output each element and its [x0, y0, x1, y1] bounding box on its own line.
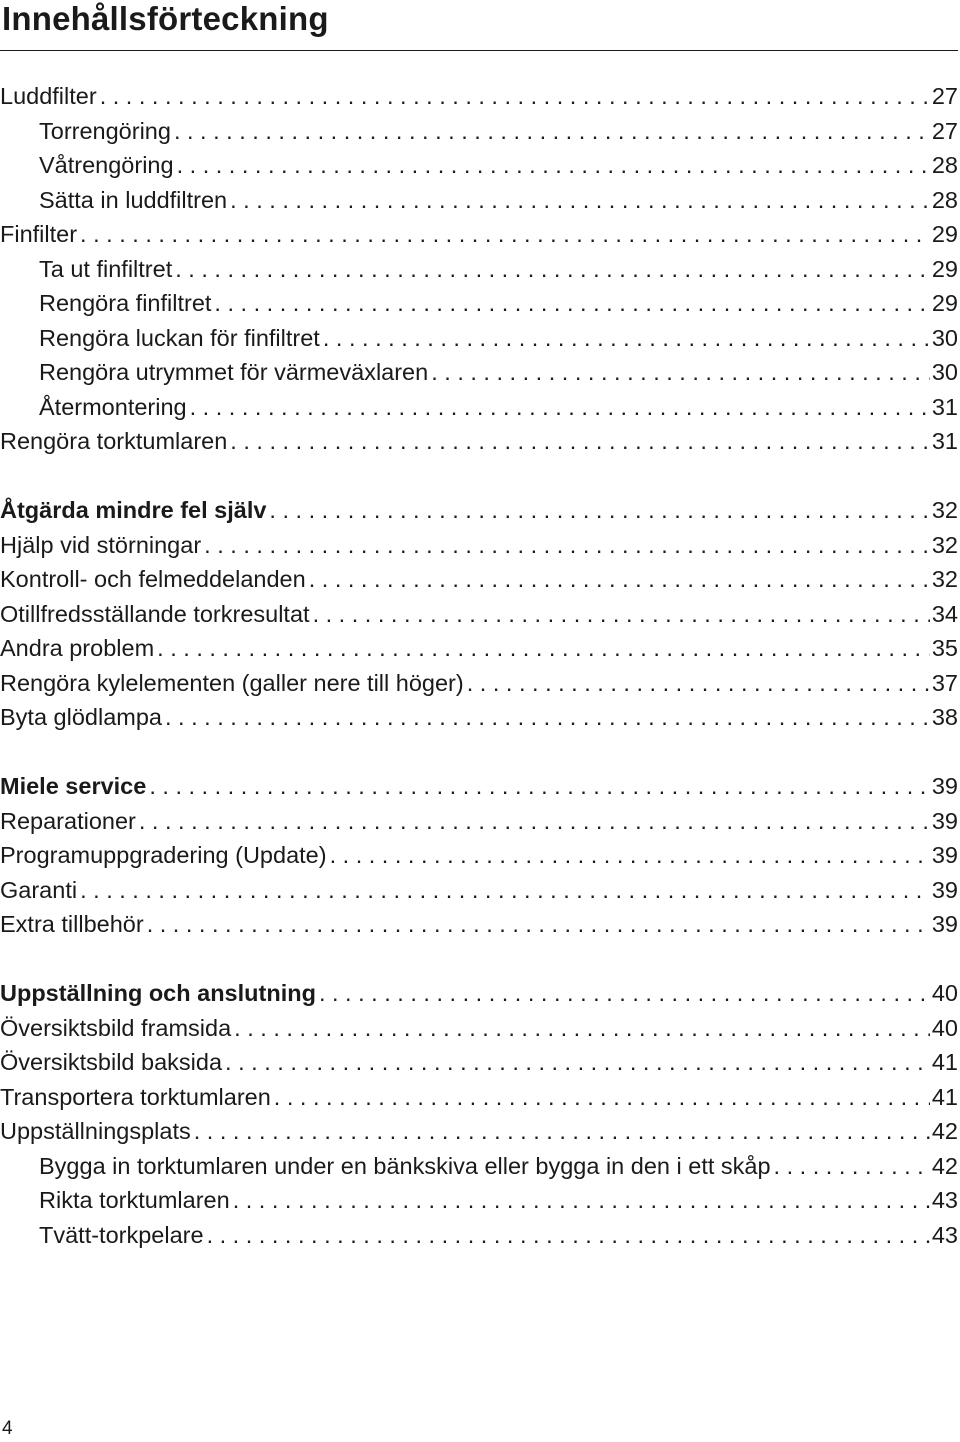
toc-entry-label: Ta ut finfiltret: [39, 255, 173, 282]
toc-entry[interactable]: [0, 700, 958, 735]
toc-section: [0, 79, 958, 459]
toc-entry-label: Transportera torktumlaren: [0, 1083, 271, 1110]
toc-entry[interactable]: [0, 1080, 958, 1115]
toc-entry-page: 27: [931, 83, 958, 109]
toc-subentry[interactable]: [0, 1218, 958, 1253]
dot-leader: [100, 79, 930, 114]
toc-subentry[interactable]: [0, 183, 958, 218]
toc-entry-page: 32: [931, 531, 958, 558]
toc-subentry[interactable]: [0, 114, 958, 149]
toc-entry[interactable]: [0, 1045, 958, 1080]
toc-entry-label: Rengöra torktumlaren: [0, 428, 228, 454]
dot-leader: [207, 1218, 930, 1253]
toc-entry-label: Byta glödlampa: [0, 704, 162, 730]
toc-section: [0, 493, 958, 735]
toc-subentry[interactable]: [0, 1149, 958, 1184]
toc-entry-label: Hjälp vid störningar: [0, 531, 202, 558]
toc-entry-page: 27: [931, 117, 958, 144]
toc-entry-label: Åtgärda mindre fel själv: [0, 497, 267, 523]
dot-leader: [177, 148, 930, 183]
toc-entry[interactable]: [0, 217, 958, 252]
toc-entry-label: Extra tillbehör: [0, 911, 144, 937]
toc-entry-page: 39: [931, 773, 958, 799]
toc-subentry[interactable]: [0, 355, 958, 390]
toc-entry-label: Programuppgradering (Update): [0, 842, 327, 868]
toc-entry-label: Andra problem: [0, 635, 155, 661]
dot-leader: [230, 424, 930, 459]
toc-subentry[interactable]: [0, 1183, 958, 1218]
toc-entry-label: Uppställningsplats: [0, 1118, 191, 1144]
toc-section: [0, 976, 958, 1252]
dot-leader: [165, 700, 930, 735]
toc-entry-page: 30: [931, 359, 958, 385]
toc-entry-page: 35: [931, 635, 958, 661]
toc-entry-page: 42: [931, 1152, 958, 1179]
toc-entry-label: Rengöra kylelementen (galler nere till höger): [0, 669, 464, 696]
dot-leader: [319, 976, 930, 1011]
toc-entry[interactable]: [0, 562, 958, 597]
toc-entry-page: 31: [931, 393, 958, 420]
toc-entry[interactable]: [0, 424, 958, 459]
toc-entry-page: 29: [931, 290, 958, 316]
dot-leader: [467, 666, 930, 701]
dot-leader: [774, 1149, 930, 1184]
toc-subentry[interactable]: [0, 321, 958, 356]
toc-entry-label: Rengöra finfiltret: [39, 290, 212, 316]
toc-entry[interactable]: [0, 804, 958, 839]
toc-entry[interactable]: [0, 907, 958, 942]
toc-entry-label: Tvätt-torkpelare: [39, 1221, 204, 1248]
toc-entry[interactable]: [0, 666, 958, 701]
toc-entry-page: 30: [931, 324, 958, 351]
table-of-contents: [0, 79, 958, 1252]
toc-section: [0, 769, 958, 942]
toc-entry-label: Rengöra utrymmet för värmeväxlaren: [39, 359, 429, 385]
dot-leader: [80, 873, 930, 908]
toc-entry-page: 28: [931, 152, 958, 178]
toc-section-heading[interactable]: [0, 769, 958, 804]
toc-entry-label: Otillfredsställande torkresultat: [0, 600, 310, 627]
dot-leader: [139, 804, 930, 839]
toc-entry-page: 37: [931, 669, 958, 696]
toc-entry[interactable]: [0, 838, 958, 873]
toc-entry-page: 38: [931, 704, 958, 730]
toc-entry-page: 43: [931, 1221, 958, 1248]
toc-entry-page: 31: [931, 428, 958, 454]
dot-leader: [190, 390, 930, 425]
toc-entry-page: 32: [931, 497, 958, 523]
toc-entry-label: Översiktsbild baksida: [0, 1049, 223, 1075]
toc-entry-label: Bygga in torktumlaren under en bänkskiva eller bygga in den i ett skåp: [39, 1152, 771, 1179]
dot-leader: [274, 1080, 930, 1115]
toc-entry[interactable]: [0, 1011, 958, 1046]
page-number: 4: [2, 1418, 13, 1439]
dot-leader: [309, 562, 930, 597]
toc-entry[interactable]: [0, 597, 958, 632]
dot-leader: [80, 217, 930, 252]
toc-entry-label: Återmontering: [39, 393, 187, 420]
toc-entry-label: Reparationer: [0, 807, 136, 834]
toc-entry-label: Rikta torktumlaren: [39, 1187, 230, 1213]
toc-entry-page: 39: [931, 911, 958, 937]
toc-entry-page: 40: [931, 1014, 958, 1041]
toc-entry-page: 29: [931, 255, 958, 282]
title-divider: [0, 50, 958, 51]
dot-leader: [149, 769, 930, 804]
dot-leader: [431, 355, 930, 390]
dot-leader: [330, 838, 930, 873]
dot-leader: [204, 528, 930, 563]
toc-entry-page: 34: [931, 600, 958, 627]
dot-leader: [225, 1045, 930, 1080]
toc-entry-label: Rengöra luckan för finfiltret: [39, 324, 320, 351]
toc-entry-label: Våtrengöring: [39, 152, 174, 178]
toc-entry[interactable]: [0, 79, 958, 114]
toc-entry-page: 41: [931, 1083, 958, 1110]
dot-leader: [323, 321, 930, 356]
toc-entry-label: Finfilter: [0, 221, 78, 247]
toc-entry[interactable]: [0, 873, 958, 908]
dot-leader: [313, 597, 930, 632]
toc-entry[interactable]: [0, 528, 958, 563]
toc-entry-label: Uppställning och anslutning: [0, 980, 316, 1006]
toc-entry-page: 28: [931, 186, 958, 213]
toc-entry-page: 39: [931, 807, 958, 834]
toc-entry-label: Miele service: [0, 773, 147, 799]
toc-entry-page: 42: [931, 1118, 958, 1144]
toc-entry-page: 40: [931, 980, 958, 1006]
toc-entry-label: Garanti: [0, 876, 78, 903]
toc-entry-page: 41: [931, 1049, 958, 1075]
toc-subentry[interactable]: [0, 148, 958, 183]
page-title: Innehållsförteckning: [2, 0, 329, 37]
toc-entry-page: 43: [931, 1187, 958, 1213]
toc-entry-page: 32: [931, 566, 958, 592]
toc-subentry[interactable]: [0, 252, 958, 287]
toc-entry-page: 39: [931, 842, 958, 868]
dot-leader: [214, 286, 929, 321]
toc-entry-label: Översiktsbild framsida: [0, 1014, 232, 1041]
dot-leader: [194, 1114, 930, 1149]
toc-entry-label: Sätta in luddfiltren: [39, 186, 228, 213]
dot-leader: [269, 493, 929, 528]
dot-leader: [157, 631, 930, 666]
toc-entry-label: Luddfilter: [0, 83, 97, 109]
dot-leader: [230, 183, 930, 218]
toc-entry[interactable]: [0, 1114, 958, 1149]
toc-entry-page: 29: [931, 221, 958, 247]
dot-leader: [174, 114, 930, 149]
toc-subentry[interactable]: [0, 390, 958, 425]
toc-section-heading[interactable]: [0, 493, 958, 528]
toc-entry[interactable]: [0, 631, 958, 666]
toc-entry-label: Kontroll- och felmeddelanden: [0, 566, 306, 592]
dot-leader: [175, 252, 930, 287]
dot-leader: [233, 1183, 930, 1218]
toc-entry-page: 39: [931, 876, 958, 903]
dot-leader: [147, 907, 930, 942]
toc-section-heading[interactable]: [0, 976, 958, 1011]
toc-entry-label: Torrengöring: [39, 117, 171, 144]
toc-subentry[interactable]: [0, 286, 958, 321]
dot-leader: [234, 1011, 930, 1046]
